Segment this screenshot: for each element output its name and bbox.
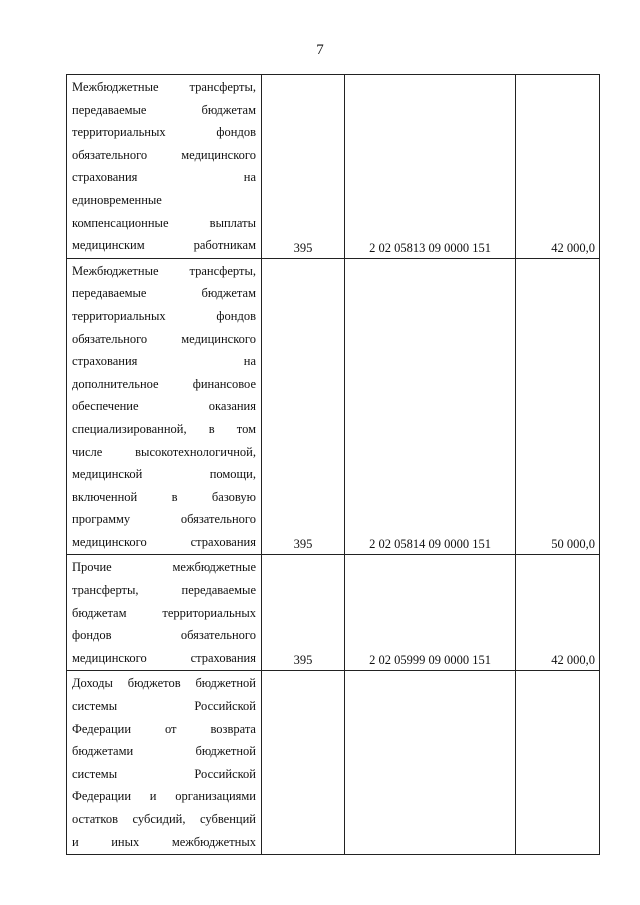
budget-classification-code-cell bbox=[345, 671, 516, 855]
income-name-cell bbox=[67, 75, 262, 259]
income-name-line: программу обязательного bbox=[72, 512, 256, 527]
income-name-line: Федерации от возврата bbox=[72, 721, 256, 736]
amount-cell: 42 000,0 bbox=[516, 555, 600, 671]
income-name-line: трансферты, передаваемые bbox=[72, 583, 256, 598]
income-name-line: и иных межбюджетных bbox=[72, 834, 256, 849]
amount-cell: 42 000,0 bbox=[516, 75, 600, 259]
income-name-line: передаваемые бюджетам bbox=[72, 102, 256, 117]
page-number: 7 bbox=[316, 42, 324, 58]
income-name-line: специализированной, в том bbox=[72, 421, 256, 436]
budget-classification-code-cell: 2 02 05813 09 0000 151 bbox=[345, 75, 516, 259]
income-name-line: передаваемые бюджетам bbox=[72, 286, 256, 301]
amount-cell bbox=[516, 671, 600, 855]
income-name-line: остатков субсидий, субвенций bbox=[72, 812, 256, 826]
income-name-cell bbox=[67, 671, 262, 855]
income-name-line: обязательного медицинского bbox=[72, 147, 256, 162]
income-name-line: обязательного медицинского bbox=[72, 331, 256, 346]
income-name-line: системы Российской bbox=[72, 766, 256, 781]
admin-code-cell: 395 bbox=[262, 75, 345, 259]
income-name-line: обеспечение оказания bbox=[72, 399, 256, 414]
budget-table bbox=[66, 74, 600, 855]
admin-code-cell bbox=[262, 671, 345, 855]
income-name-line: дополнительное финансовое bbox=[72, 376, 256, 391]
budget-classification-code-cell: 2 02 05999 09 0000 151 bbox=[345, 555, 516, 671]
income-name-line: включенной в базовую bbox=[72, 489, 256, 504]
income-name-line: Межбюджетные трансферты, bbox=[72, 263, 256, 278]
income-name-line: компенсационные выплаты bbox=[72, 215, 256, 230]
income-name-line: Межбюджетные трансферты, bbox=[72, 80, 256, 94]
income-name-line: Федерации и организациями bbox=[72, 789, 256, 804]
income-name-line: Доходы бюджетов бюджетной bbox=[72, 676, 256, 691]
income-name-line: единовременные bbox=[72, 192, 162, 207]
income-name-line: фондов обязательного bbox=[72, 628, 256, 643]
income-name-cell bbox=[67, 258, 262, 555]
amount-cell: 50 000,0 bbox=[516, 258, 600, 555]
admin-code-cell: 395 bbox=[262, 258, 345, 555]
income-name-line: страхования на bbox=[72, 354, 256, 369]
income-name-cell bbox=[67, 555, 262, 671]
income-name-line: медицинским работникам bbox=[72, 238, 256, 253]
table-row bbox=[67, 671, 600, 855]
income-name-line: числе высокотехнологичной, bbox=[72, 444, 256, 459]
table-row bbox=[67, 258, 600, 555]
table-row bbox=[67, 75, 600, 259]
income-name-line: медицинской помощи, bbox=[72, 467, 256, 482]
admin-code-cell: 395 bbox=[262, 555, 345, 671]
income-name-line: территориальных фондов bbox=[72, 125, 256, 140]
income-name-line: медицинского страхования bbox=[72, 534, 256, 549]
budget-classification-code-cell: 2 02 05814 09 0000 151 bbox=[345, 258, 516, 555]
income-name-line: территориальных фондов bbox=[72, 308, 256, 323]
income-name-line: бюджетам территориальных bbox=[72, 605, 256, 620]
table-row bbox=[67, 555, 600, 671]
income-name-line: бюджетами бюджетной bbox=[72, 744, 256, 759]
income-name-line: страхования на bbox=[72, 170, 256, 185]
income-name-line: системы Российской bbox=[72, 699, 256, 714]
income-name-line: медицинского страхования bbox=[72, 650, 256, 665]
income-name-line: Прочие межбюджетные bbox=[72, 560, 256, 575]
